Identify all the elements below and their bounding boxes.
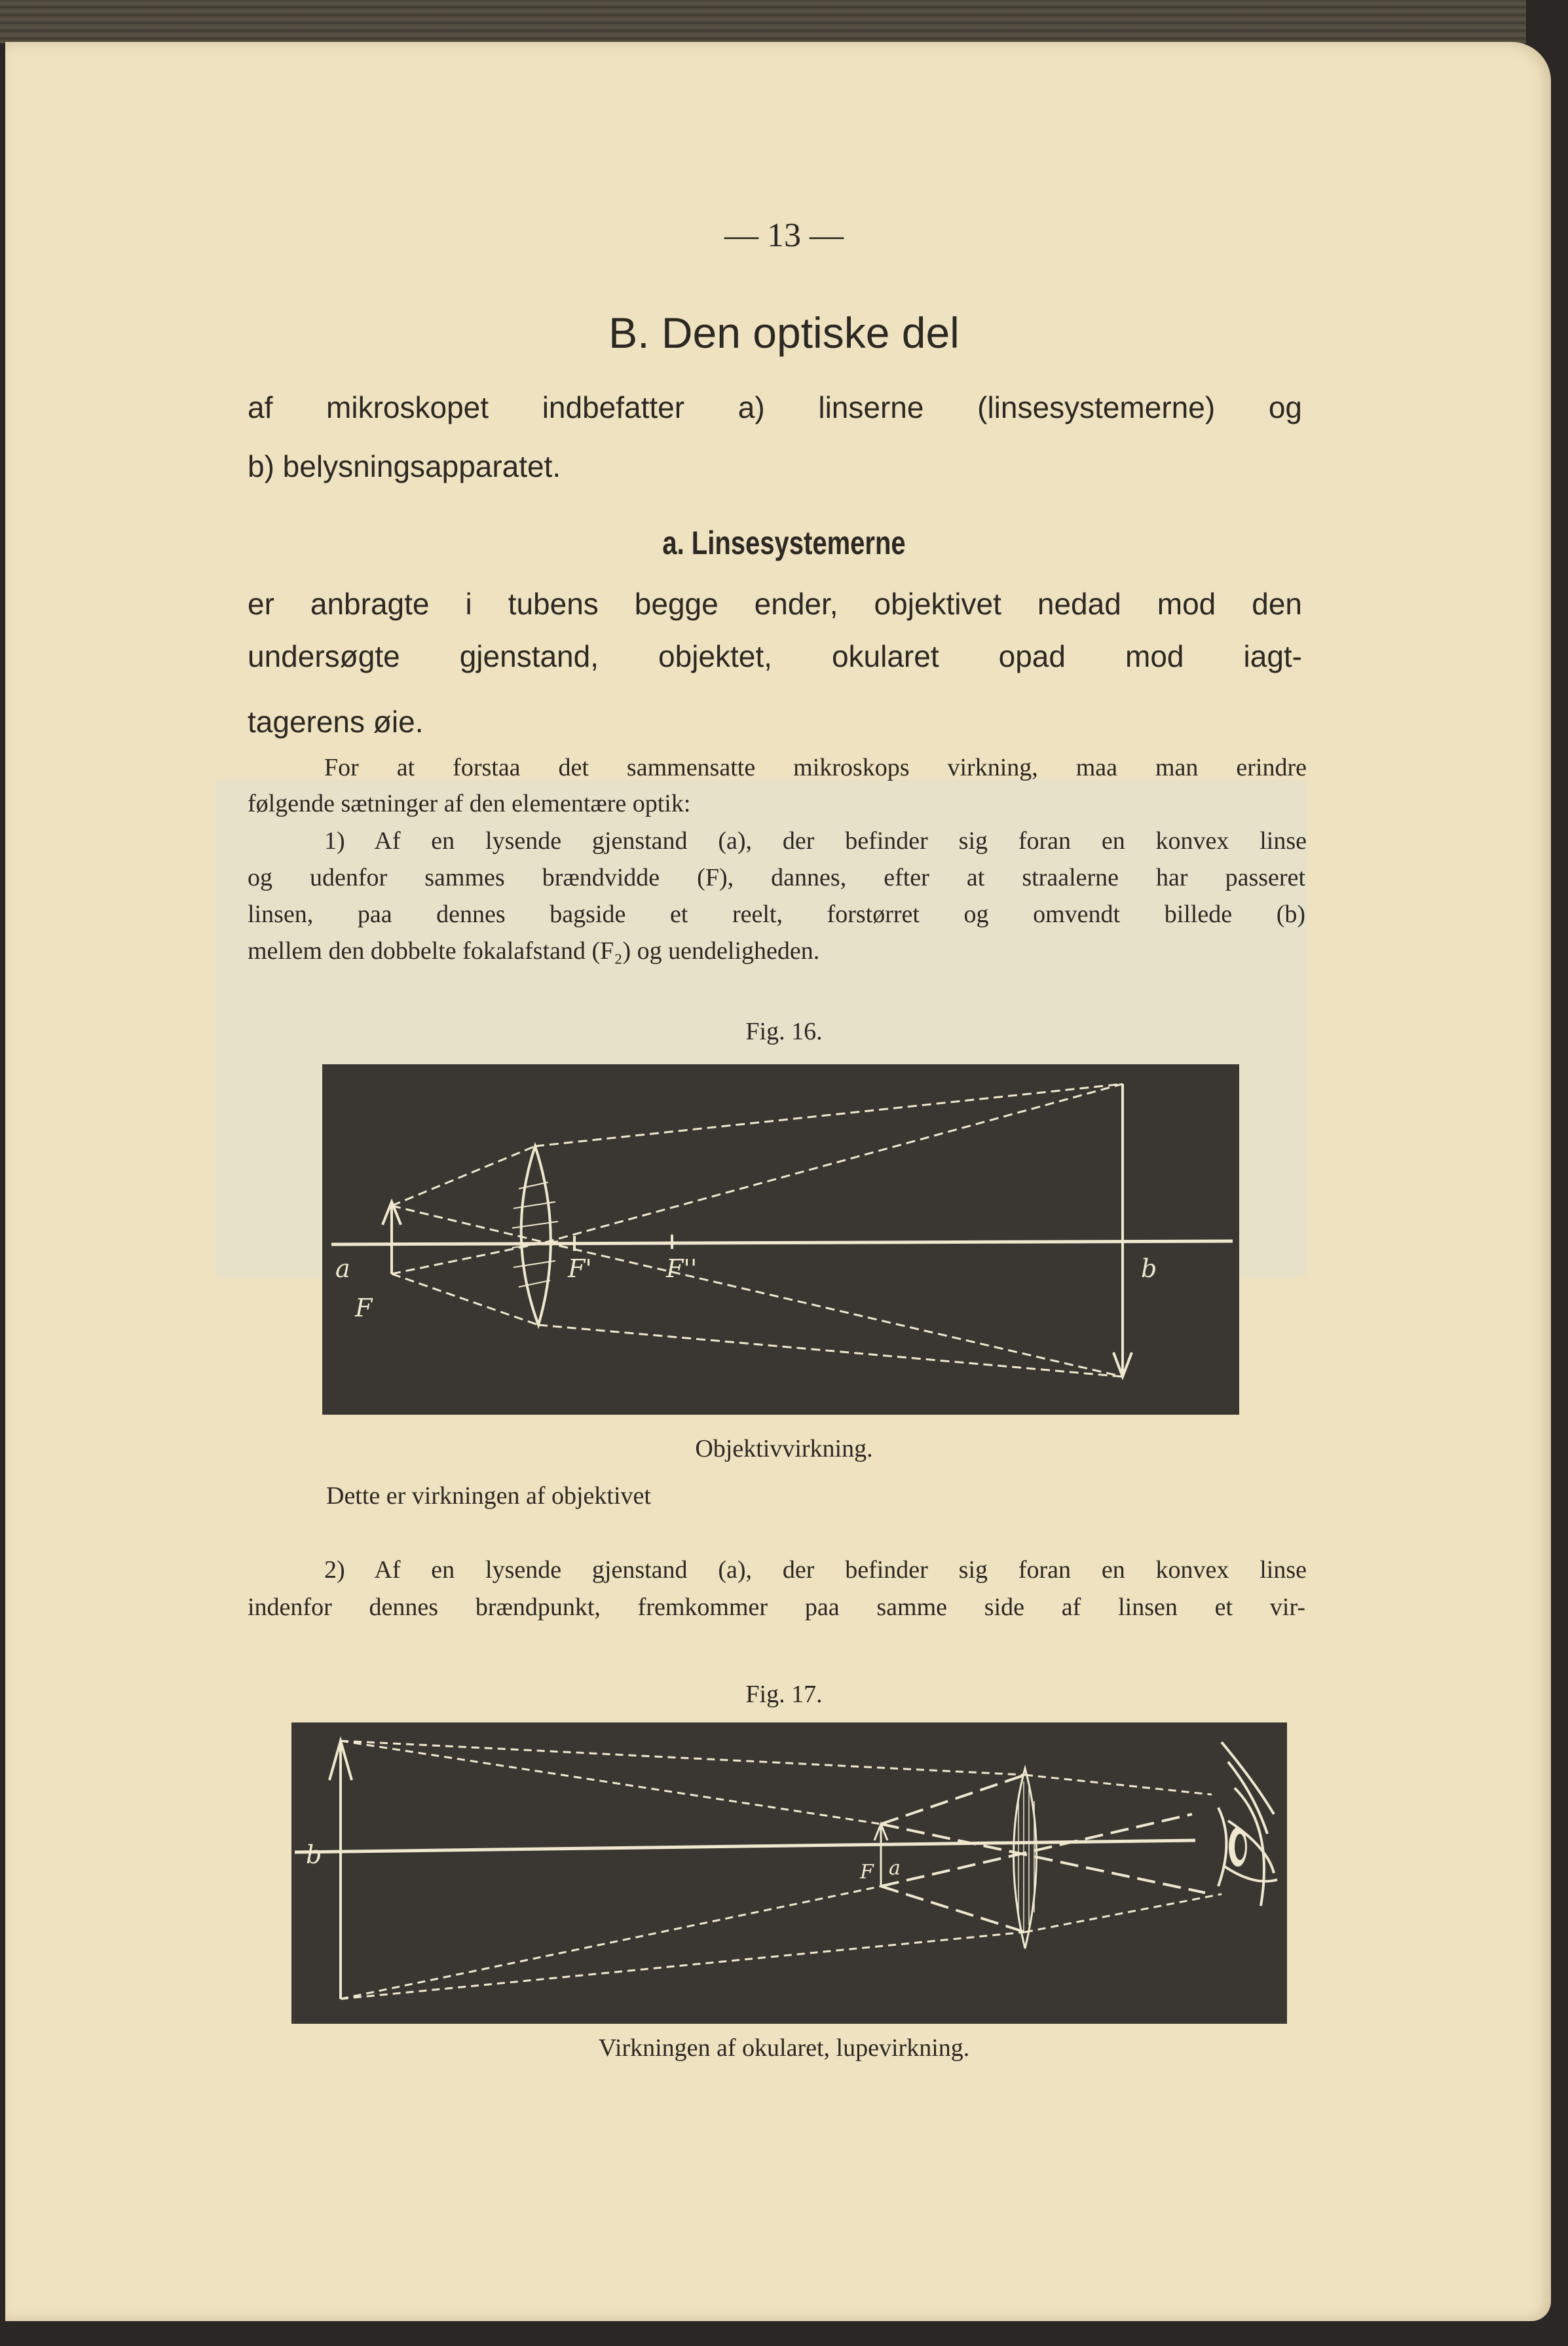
item1-line-1: 1) Af en lysende gjenstand (a), der befinder sig foran en konvex linse — [324, 827, 1307, 855]
subsection-heading: a. Linsesystemerne — [662, 525, 906, 561]
para1-line-1: er anbragte i tubens begge ender, objektivet nedad mod den — [248, 587, 1302, 621]
note-line: Dette er virkningen af objektivet — [326, 1482, 651, 1510]
fig17-label-b: b — [306, 1840, 322, 1869]
figure16-caption: Objektivvirkning. — [695, 1435, 873, 1462]
figure16-diagram — [322, 1064, 1239, 1415]
figure17-caption: Virkningen af okularet, lupevirkning. — [598, 2034, 970, 2062]
page-number: — 13 — — [724, 217, 844, 254]
fig16-label-F: F — [355, 1294, 373, 1322]
fig16-label-F2: F'' — [666, 1254, 698, 1283]
item1-line-2: og udenfor sammes brændvidde (F), dannes, efter at straalerne har passeret — [248, 864, 1305, 891]
para1-line-3: tagerens øie. — [248, 705, 424, 739]
para2-line-1: For at forstaa det sammensatte mikroskops virkning, maa man erindre — [324, 754, 1307, 781]
section-heading: B. Den optiske del — [608, 308, 960, 357]
fig17-label-a: a — [889, 1857, 901, 1880]
figure16-label: Fig. 16. — [745, 1018, 823, 1045]
figure17-label: Fig. 17. — [745, 1681, 823, 1708]
fig16-label-F1: F' — [568, 1254, 592, 1283]
intro-line-1: af mikroskopet indbefatter a) linserne (linsesystemerne) og — [248, 390, 1302, 424]
item1-line-4: mellem den dobbelte fokalafstand (F₂) og uendeligheden. — [248, 937, 820, 965]
book-page-edges — [0, 0, 1526, 43]
fig16-label-a: a — [335, 1254, 350, 1283]
figure17-diagram — [291, 1722, 1287, 2024]
item1-line-3: linsen, paa dennes bagside et reelt, forstørret og omvendt billede (b) — [248, 901, 1305, 928]
fig17-label-F: F — [860, 1861, 874, 1884]
para1-line-2: undersøgte gjenstand, objektet, okularet opad mod iagt- — [248, 639, 1302, 673]
fig16-label-b: b — [1141, 1254, 1157, 1283]
para2-line-2: følgende sætninger af den elementære optik: — [248, 790, 691, 817]
intro-line-2: b) belysningsapparatet. — [248, 449, 561, 483]
item2-line-1: 2) Af en lysende gjenstand (a), der befinder sig foran en konvex linse — [324, 1556, 1307, 1584]
item2-line-2: indenfor dennes brændpunkt, fremkommer paa samme side af linsen et vir- — [248, 1593, 1305, 1621]
